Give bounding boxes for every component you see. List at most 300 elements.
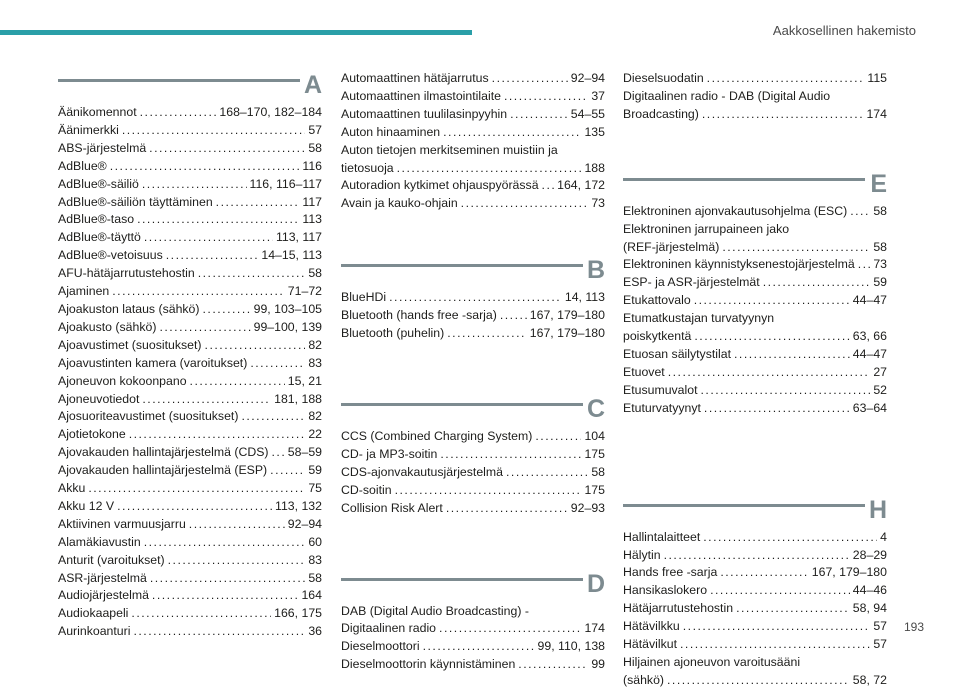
dot-leader	[850, 203, 870, 221]
dot-leader	[440, 446, 581, 464]
index-pages: 167, 179–180	[529, 308, 605, 323]
dot-leader	[137, 211, 299, 229]
index-entry	[623, 529, 887, 547]
dot-leader	[159, 319, 250, 337]
index-term: ABS-järjestelmä	[58, 140, 147, 155]
section-rule	[341, 403, 583, 406]
index-pages: 57	[873, 637, 887, 652]
index-entry	[58, 176, 322, 194]
index-column-1	[58, 70, 322, 641]
section-d-continued-entries	[623, 70, 887, 124]
index-pages: 15, 21	[287, 373, 322, 388]
index-pages: 166, 175	[274, 606, 322, 621]
index-term: CDS-ajonvakautusjärjestelmä	[341, 464, 503, 479]
index-pages: 82	[308, 409, 322, 424]
index-entry	[623, 564, 887, 582]
dot-leader	[88, 480, 305, 498]
index-term: Automaattinen tuulilasinpyyhin	[341, 106, 508, 121]
index-term: Ajoakusto (sähkö)	[58, 319, 157, 334]
index-entry	[58, 587, 322, 605]
index-pages: 58, 72	[852, 672, 887, 687]
dot-leader	[189, 516, 285, 534]
index-term: Äänimerkki	[58, 122, 119, 137]
section-e	[623, 169, 887, 418]
index-term: AdBlue®-taso	[58, 212, 135, 227]
dot-leader	[131, 605, 271, 623]
section-b-heading	[341, 255, 605, 285]
index-pages: 63–64	[852, 400, 887, 415]
section-b	[341, 255, 605, 343]
index-pages: 116, 116–117	[249, 176, 322, 191]
index-term: Automaattinen ilmastointilaite	[341, 88, 501, 103]
index-entry	[623, 600, 887, 618]
index-entry	[58, 122, 322, 140]
index-entry	[341, 464, 605, 482]
section-letter: E	[870, 169, 887, 198]
index-term: ASR-järjestelmä	[58, 570, 147, 585]
index-term: (sähkö)	[623, 672, 665, 687]
dot-leader	[149, 140, 305, 158]
section-d-entries	[341, 603, 605, 675]
index-pages: 113, 117	[275, 230, 322, 245]
index-pages: 44–46	[852, 583, 887, 598]
index-pages: 175	[584, 482, 605, 497]
index-term: Aurinkoanturi	[58, 624, 131, 639]
index-entry	[341, 177, 605, 195]
index-pages: 58, 94	[852, 601, 887, 616]
section-d	[341, 569, 605, 675]
section-e-entries	[623, 203, 887, 418]
index-entry	[623, 346, 887, 364]
dot-leader	[710, 582, 850, 600]
index-entry	[623, 364, 887, 382]
index-pages: 83	[308, 355, 322, 370]
dot-leader	[241, 408, 305, 426]
index-pages: 44–47	[852, 293, 887, 308]
index-pages: 52	[873, 382, 887, 397]
index-entry	[58, 140, 322, 158]
index-entry	[623, 547, 887, 565]
dot-leader	[152, 587, 299, 605]
dot-leader	[168, 552, 306, 570]
index-term: Anturit (varoitukset)	[58, 552, 165, 567]
index-pages: 37	[591, 88, 605, 103]
index-term: Ajoakuston lataus (sähkö)	[58, 301, 200, 316]
index-term: Ajotietokone	[58, 427, 126, 442]
dot-leader	[702, 106, 864, 124]
index-entry	[341, 88, 605, 106]
dot-leader	[423, 638, 535, 656]
index-pages: 58	[591, 464, 605, 479]
index-term: AdBlue®-säiliö	[58, 176, 139, 191]
index-pages: 167, 179–180	[811, 565, 887, 580]
index-term: AdBlue®	[58, 158, 107, 173]
section-b-entries	[341, 289, 605, 343]
index-term: Autoradion kytkimet ohjauspyörässä	[341, 178, 539, 193]
index-entry	[58, 355, 322, 373]
dot-leader	[694, 292, 850, 310]
dot-leader	[680, 636, 870, 654]
index-pages: 167, 179–180	[529, 326, 605, 341]
dot-leader	[664, 547, 850, 565]
index-pages: 28–29	[852, 547, 887, 562]
index-term: Elektroninen käynnistyksenestojärjestelmä	[623, 257, 855, 272]
index-pages: 115	[867, 71, 887, 85]
dot-leader	[510, 106, 568, 124]
index-term: Dieselmoottorin käynnistäminen	[341, 657, 516, 672]
section-letter: H	[868, 495, 887, 524]
index-entry	[341, 160, 605, 178]
index-pages: 175	[584, 446, 605, 461]
index-term: Äänikomennot	[58, 105, 137, 119]
index-column-3	[623, 70, 887, 690]
index-entry-line: Digitaalinen radio - DAB (Digital Audio	[623, 88, 831, 103]
index-pages: 14, 113	[564, 290, 605, 305]
index-entry	[58, 104, 322, 122]
dot-leader	[166, 247, 259, 265]
index-term: Ajoavustimet (suositukset)	[58, 337, 202, 352]
header-accent-bar	[0, 30, 472, 35]
dot-leader	[736, 600, 850, 618]
section-rule	[623, 178, 865, 181]
index-entry	[58, 516, 322, 534]
index-term: tietosuoja	[341, 160, 394, 175]
index-entry	[58, 283, 322, 301]
dot-leader	[535, 428, 581, 446]
index-term: Hands free -sarja	[623, 565, 718, 580]
index-entry	[623, 618, 887, 636]
index-term: Broadcasting)	[623, 106, 699, 121]
index-pages: 63, 66	[852, 329, 887, 344]
index-term: Elektroninen ajonvakautusohjelma (ESC)	[623, 203, 848, 218]
index-entry	[341, 307, 605, 325]
index-pages: 58	[308, 266, 322, 281]
index-pages: 92–94	[287, 516, 322, 531]
dot-leader	[707, 70, 865, 88]
index-pages: 58	[308, 570, 322, 585]
dot-leader	[122, 122, 305, 140]
index-term: AdBlue®-säiliön täyttäminen	[58, 194, 213, 209]
index-term: Akku 12 V	[58, 498, 115, 513]
section-c	[341, 394, 605, 518]
index-term: Audiojärjestelmä	[58, 588, 149, 603]
dot-leader	[203, 301, 251, 319]
dot-leader	[216, 194, 300, 212]
index-entry	[58, 605, 322, 623]
dot-leader	[112, 283, 285, 301]
index-pages: 73	[873, 257, 887, 272]
index-pages: 99, 110, 138	[537, 639, 605, 654]
section-h-heading	[623, 495, 887, 525]
index-pages: 73	[591, 196, 605, 211]
index-pages: 54–55	[570, 106, 605, 121]
section-h-entries	[623, 529, 887, 690]
dot-leader	[144, 229, 273, 247]
index-pages: 58–59	[287, 445, 322, 460]
index-pages: 22	[308, 427, 322, 442]
index-entry	[623, 239, 887, 257]
index-pages: 44–47	[852, 346, 887, 361]
dot-leader	[447, 325, 527, 343]
index-entry	[623, 70, 887, 88]
index-entry-line: Auton tietojen merkitseminen muistiin ja	[341, 142, 558, 157]
dot-leader	[142, 391, 271, 409]
section-h	[623, 495, 887, 690]
index-term: Etuturvatyynyt	[623, 400, 701, 415]
index-entry-line: Etumatkustajan turvatyynyn	[623, 311, 775, 326]
index-pages: 58	[873, 203, 887, 218]
dot-leader	[668, 364, 871, 382]
index-term: Aktiivinen varmuusjarru	[58, 516, 186, 531]
index-term: Dieselsuodatin	[623, 71, 704, 85]
index-entry	[58, 158, 322, 176]
index-entry	[58, 570, 322, 588]
index-term: Collision Risk Alert	[341, 500, 443, 515]
index-term: Dieselmoottori	[341, 639, 420, 654]
index-pages: 99–100, 139	[253, 319, 322, 334]
dot-leader	[492, 70, 568, 88]
index-pages: 174	[584, 621, 605, 636]
section-d-heading	[341, 569, 605, 599]
index-pages: 60	[308, 534, 322, 549]
index-term: Hansikaslokero	[623, 583, 708, 598]
index-term: Etusumuvalot	[623, 382, 698, 397]
index-term: Ajovakauden hallintajärjestelmä (CDS)	[58, 445, 269, 460]
dot-leader	[272, 444, 285, 462]
dot-leader	[734, 346, 850, 364]
index-entry	[623, 256, 887, 274]
index-pages: 58	[873, 239, 887, 254]
index-term: Avain ja kauko-ohjain	[341, 196, 458, 211]
index-entry	[623, 274, 887, 292]
index-entry	[341, 195, 605, 213]
index-entry	[58, 337, 322, 355]
index-pages: 116	[302, 158, 322, 173]
index-pages: 174	[866, 106, 887, 121]
index-entry	[58, 498, 322, 516]
dot-leader	[763, 274, 871, 292]
index-entry	[58, 534, 322, 552]
dot-leader	[117, 498, 272, 516]
dot-leader	[395, 482, 582, 500]
index-term: CD-soitin	[341, 482, 392, 497]
index-entry	[58, 408, 322, 426]
index-entry	[623, 328, 887, 346]
index-term: CD- ja MP3-soitin	[341, 446, 438, 461]
index-term: Bluetooth (puhelin)	[341, 326, 445, 341]
index-pages: 99	[591, 657, 605, 672]
dot-leader	[397, 160, 582, 178]
index-entry	[58, 426, 322, 444]
dot-leader	[205, 337, 306, 355]
dot-leader	[683, 618, 871, 636]
section-rule	[623, 504, 865, 507]
dot-leader	[389, 289, 562, 307]
section-letter: B	[586, 256, 605, 285]
index-term: CCS (Combined Charging System)	[341, 428, 533, 443]
index-pages: 164, 172	[557, 178, 605, 193]
page-number: 193	[903, 620, 924, 634]
index-pages: 58	[308, 140, 322, 155]
index-pages: 104	[584, 428, 605, 443]
dot-leader	[140, 104, 217, 122]
dot-leader	[270, 462, 305, 480]
index-entry	[58, 480, 322, 498]
section-rule	[341, 578, 583, 581]
dot-leader	[667, 672, 850, 690]
dot-leader	[150, 570, 305, 588]
dot-leader	[703, 529, 877, 547]
dot-leader	[704, 400, 850, 418]
index-term: poiskytkentä	[623, 329, 692, 344]
index-term: BlueHDi	[341, 290, 387, 305]
index-pages: 181, 188	[274, 391, 322, 406]
dot-leader	[506, 464, 588, 482]
section-letter: C	[586, 394, 605, 423]
section-rule	[58, 79, 300, 82]
dot-leader	[694, 328, 849, 346]
section-a-entries	[58, 104, 322, 641]
index-term: Etuosan säilytystilat	[623, 346, 731, 361]
index-term: AdBlue®-vetoisuus	[58, 248, 163, 263]
index-column-2	[341, 70, 605, 674]
index-entry	[341, 428, 605, 446]
index-entry	[341, 482, 605, 500]
dot-leader	[858, 256, 871, 274]
index-term: Hälytin	[623, 547, 661, 562]
dot-leader	[133, 623, 305, 641]
index-entry	[623, 582, 887, 600]
index-term: Hätäjarrutustehostin	[623, 601, 734, 616]
index-term: Ajaminen	[58, 284, 110, 299]
index-entry	[58, 462, 322, 480]
index-pages: 14–15, 113	[261, 248, 322, 263]
index-pages: 82	[308, 337, 322, 352]
section-e-heading	[623, 169, 887, 199]
index-pages: 188	[584, 160, 605, 175]
index-pages: 27	[873, 364, 887, 379]
index-term: Alamäkiavustin	[58, 534, 141, 549]
index-entry	[341, 106, 605, 124]
index-pages: 71–72	[287, 284, 322, 299]
dot-leader	[142, 176, 247, 194]
index-pages: 59	[308, 463, 322, 478]
section-letter: D	[586, 569, 605, 598]
index-pages: 59	[873, 275, 887, 290]
index-entry	[623, 382, 887, 400]
index-term: Akku	[58, 481, 86, 496]
index-entry	[623, 106, 887, 124]
index-term: AFU-hätäjarrutustehostin	[58, 266, 195, 281]
dot-leader	[144, 534, 306, 552]
index-term: Hallintalaitteet	[623, 529, 701, 544]
dot-leader	[439, 620, 581, 638]
index-term: Hätävilkut	[623, 637, 677, 652]
dot-leader	[722, 239, 870, 257]
dot-leader	[110, 158, 300, 176]
index-term: Bluetooth (hands free -sarja)	[341, 308, 497, 323]
index-pages: 36	[308, 624, 322, 639]
index-entry	[58, 444, 322, 462]
page-header-title: Aakkosellinen hakemisto	[772, 23, 916, 38]
index-entry	[58, 211, 322, 229]
dot-leader	[518, 656, 588, 674]
section-a-heading	[58, 70, 322, 100]
index-pages: 4	[880, 529, 887, 544]
index-entry	[341, 620, 605, 638]
index-entry	[58, 265, 322, 283]
index-term: AdBlue®-täyttö	[58, 230, 141, 245]
index-pages: 113, 132	[275, 498, 322, 513]
index-term: ESP- ja ASR-järjestelmät	[623, 275, 760, 290]
index-entry	[58, 391, 322, 409]
index-entry	[58, 373, 322, 391]
dot-leader	[701, 382, 871, 400]
index-term: Etukattovalo	[623, 293, 691, 308]
index-pages: 92–94	[570, 71, 605, 85]
index-entry	[58, 301, 322, 319]
index-entry	[341, 124, 605, 142]
index-entry	[341, 656, 605, 674]
index-entry	[58, 194, 322, 212]
section-letter: A	[303, 71, 322, 99]
index-entry	[341, 289, 605, 307]
index-pages: 113	[302, 212, 322, 227]
index-pages: 75	[308, 481, 322, 496]
index-entry	[623, 292, 887, 310]
index-pages: 99, 103–105	[253, 301, 322, 316]
section-a	[58, 70, 322, 641]
index-term: Ajoneuvotiedot	[58, 391, 140, 406]
index-term: Digitaalinen radio	[341, 621, 437, 636]
dot-leader	[446, 500, 568, 518]
dot-leader	[504, 88, 588, 106]
index-term: Auton hinaaminen	[341, 124, 441, 139]
dot-leader	[461, 195, 589, 213]
index-term: Ajovakauden hallintajärjestelmä (ESP)	[58, 463, 268, 478]
index-entry	[58, 247, 322, 265]
section-a-continued-entries	[341, 70, 605, 213]
index-entry	[341, 325, 605, 343]
index-entry-line: Elektroninen jarrupaineen jako	[623, 221, 790, 236]
dot-leader	[720, 564, 808, 582]
index-entry	[623, 203, 887, 221]
dot-leader	[129, 426, 306, 444]
dot-leader	[542, 177, 555, 195]
index-pages: 135	[584, 124, 605, 139]
dot-leader	[250, 355, 305, 373]
section-c-heading	[341, 394, 605, 424]
index-entry	[58, 552, 322, 570]
index-pages: 83	[308, 552, 322, 567]
dot-leader	[500, 307, 527, 325]
index-term: Ajosuoriteavustimet (suositukset)	[58, 409, 239, 424]
index-entry	[341, 638, 605, 656]
dot-leader	[443, 124, 581, 142]
index-entry-line: DAB (Digital Audio Broadcasting) -	[341, 603, 529, 618]
index-pages: 117	[302, 194, 322, 209]
index-entry	[623, 400, 887, 418]
index-entry	[623, 672, 887, 690]
dot-leader	[190, 373, 285, 391]
index-term: (REF-järjestelmä)	[623, 239, 720, 254]
index-term: Ajoavustinten kamera (varoitukset)	[58, 355, 248, 370]
index-entry	[58, 623, 322, 641]
index-pages: 57	[873, 619, 887, 634]
index-term: Audiokaapeli	[58, 606, 129, 621]
index-pages: 164	[301, 588, 322, 603]
index-pages: 57	[308, 122, 322, 137]
